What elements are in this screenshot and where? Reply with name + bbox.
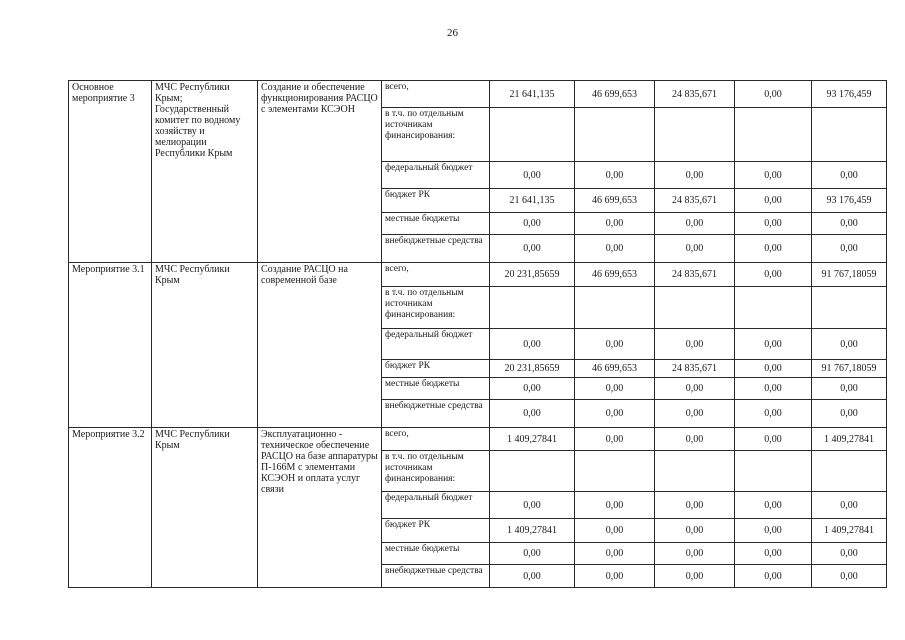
- funding-source-cell: бюджет РК: [382, 360, 490, 378]
- amount-cell: 0,00: [490, 213, 575, 235]
- amount-cell: 0,00: [575, 162, 655, 189]
- amount-cell: 0,00: [735, 189, 812, 213]
- amount-cell: 0,00: [575, 519, 655, 543]
- amount-cell: [655, 108, 735, 162]
- amount-cell: 0,00: [812, 565, 887, 588]
- amount-cell: 0,00: [735, 235, 812, 263]
- amount-cell: 0,00: [735, 565, 812, 588]
- amount-cell: 0,00: [575, 492, 655, 519]
- amount-cell: 0,00: [812, 162, 887, 189]
- amount-cell: 93 176,459: [812, 189, 887, 213]
- amount-cell: 24 835,671: [655, 189, 735, 213]
- amount-cell: 1 409,27841: [490, 519, 575, 543]
- amount-cell: 0,00: [735, 428, 812, 451]
- amount-cell: [490, 287, 575, 329]
- amount-cell: 0,00: [735, 360, 812, 378]
- amount-cell: 0,00: [655, 235, 735, 263]
- amount-cell: 46 699,653: [575, 81, 655, 108]
- description-cell: Эксплуатационно - техническое обеспечение РАСЦО на базе аппаратуры П-166М с элементами КСЭОН и оплата услуг связи: [258, 428, 382, 588]
- funding-source-cell: всего,: [382, 428, 490, 451]
- amount-cell: 0,00: [575, 400, 655, 428]
- funding-source-cell: в т.ч. по отдельным источникам финансирования:: [382, 287, 490, 329]
- amount-cell: 20 231,85659: [490, 360, 575, 378]
- amount-cell: [575, 108, 655, 162]
- page-number: 26: [447, 27, 458, 39]
- executor-cell: МЧС Республики Крым; Государственный комитет по водному хозяйству и мелиорации Республики Крым: [152, 81, 258, 263]
- description-cell: Создание РАСЦО на современной базе: [258, 263, 382, 428]
- table-row: [69, 263, 887, 287]
- amount-cell: 0,00: [575, 213, 655, 235]
- amount-cell: [655, 287, 735, 329]
- amount-cell: 0,00: [735, 162, 812, 189]
- amount-cell: 0,00: [655, 428, 735, 451]
- amount-cell: 0,00: [575, 235, 655, 263]
- amount-cell: 0,00: [735, 329, 812, 360]
- amount-cell: 1 409,27841: [490, 428, 575, 451]
- amount-cell: 24 835,671: [655, 263, 735, 287]
- amount-cell: 0,00: [575, 428, 655, 451]
- amount-cell: [735, 451, 812, 492]
- amount-cell: 0,00: [490, 400, 575, 428]
- amount-cell: 93 176,459: [812, 81, 887, 108]
- executor-cell: МЧС Республики Крым: [152, 263, 258, 428]
- amount-cell: 0,00: [655, 329, 735, 360]
- amount-cell: 0,00: [735, 400, 812, 428]
- funding-source-cell: местные бюджеты: [382, 543, 490, 565]
- amount-cell: 0,00: [655, 400, 735, 428]
- amount-cell: 0,00: [735, 263, 812, 287]
- amount-cell: [812, 287, 887, 329]
- amount-cell: 21 641,135: [490, 189, 575, 213]
- amount-cell: 0,00: [575, 565, 655, 588]
- amount-cell: 0,00: [735, 492, 812, 519]
- funding-source-cell: федеральный бюджет: [382, 329, 490, 360]
- amount-cell: 24 835,671: [655, 360, 735, 378]
- amount-cell: 0,00: [655, 213, 735, 235]
- funding-source-cell: бюджет РК: [382, 189, 490, 213]
- amount-cell: 0,00: [575, 378, 655, 400]
- amount-cell: 0,00: [812, 492, 887, 519]
- amount-cell: 1 409,27841: [812, 519, 887, 543]
- funding-source-cell: внебюджетные средства: [382, 235, 490, 263]
- amount-cell: [490, 451, 575, 492]
- table-body: [69, 81, 887, 588]
- table-row: [69, 81, 887, 108]
- funding-source-cell: всего,: [382, 81, 490, 108]
- funding-source-cell: в т.ч. по отдельным источникам финансирования:: [382, 108, 490, 162]
- amount-cell: 0,00: [735, 378, 812, 400]
- amount-cell: [735, 108, 812, 162]
- amount-cell: 0,00: [812, 543, 887, 565]
- measure-name-cell: Основное мероприятие 3: [69, 81, 152, 263]
- amount-cell: 0,00: [735, 543, 812, 565]
- amount-cell: 0,00: [490, 565, 575, 588]
- amount-cell: 0,00: [812, 235, 887, 263]
- amount-cell: [812, 108, 887, 162]
- amount-cell: 21 641,135: [490, 81, 575, 108]
- funding-source-cell: в т.ч. по отдельным источникам финансирования:: [382, 451, 490, 492]
- amount-cell: 0,00: [490, 543, 575, 565]
- table-row: [69, 428, 887, 451]
- amount-cell: 0,00: [735, 81, 812, 108]
- measure-name-cell: Мероприятие 3.2: [69, 428, 152, 588]
- amount-cell: [735, 287, 812, 329]
- amount-cell: 24 835,671: [655, 81, 735, 108]
- amount-cell: 1 409,27841: [812, 428, 887, 451]
- funding-source-cell: внебюджетные средства: [382, 565, 490, 588]
- amount-cell: 0,00: [655, 162, 735, 189]
- amount-cell: 0,00: [655, 565, 735, 588]
- funding-source-cell: бюджет РК: [382, 519, 490, 543]
- amount-cell: 0,00: [655, 378, 735, 400]
- description-cell: Создание и обеспечение функционирования РАСЦО с элементами КСЭОН: [258, 81, 382, 263]
- amount-cell: 91 767,18059: [812, 263, 887, 287]
- amount-cell: 0,00: [575, 543, 655, 565]
- amount-cell: 46 699,653: [575, 189, 655, 213]
- funding-source-cell: местные бюджеты: [382, 378, 490, 400]
- amount-cell: 0,00: [812, 213, 887, 235]
- amount-cell: [655, 451, 735, 492]
- amount-cell: 0,00: [735, 519, 812, 543]
- amount-cell: 20 231,85659: [490, 263, 575, 287]
- amount-cell: [490, 108, 575, 162]
- amount-cell: 0,00: [735, 213, 812, 235]
- funding-source-cell: всего,: [382, 263, 490, 287]
- amount-cell: 0,00: [812, 378, 887, 400]
- amount-cell: 0,00: [490, 329, 575, 360]
- amount-cell: 0,00: [490, 235, 575, 263]
- amount-cell: 0,00: [575, 329, 655, 360]
- amount-cell: 46 699,653: [575, 360, 655, 378]
- amount-cell: 0,00: [812, 400, 887, 428]
- budget-table: [68, 80, 887, 588]
- amount-cell: 46 699,653: [575, 263, 655, 287]
- amount-cell: 0,00: [812, 329, 887, 360]
- funding-source-cell: федеральный бюджет: [382, 492, 490, 519]
- amount-cell: 0,00: [490, 492, 575, 519]
- amount-cell: 0,00: [490, 162, 575, 189]
- amount-cell: 91 767,18059: [812, 360, 887, 378]
- funding-source-cell: федеральный бюджет: [382, 162, 490, 189]
- amount-cell: [575, 287, 655, 329]
- executor-cell: МЧС Республики Крым: [152, 428, 258, 588]
- amount-cell: [575, 451, 655, 492]
- amount-cell: [812, 451, 887, 492]
- amount-cell: 0,00: [655, 543, 735, 565]
- funding-source-cell: местные бюджеты: [382, 213, 490, 235]
- amount-cell: 0,00: [655, 492, 735, 519]
- amount-cell: 0,00: [490, 378, 575, 400]
- measure-name-cell: Мероприятие 3.1: [69, 263, 152, 428]
- funding-source-cell: внебюджетные средства: [382, 400, 490, 428]
- amount-cell: 0,00: [655, 519, 735, 543]
